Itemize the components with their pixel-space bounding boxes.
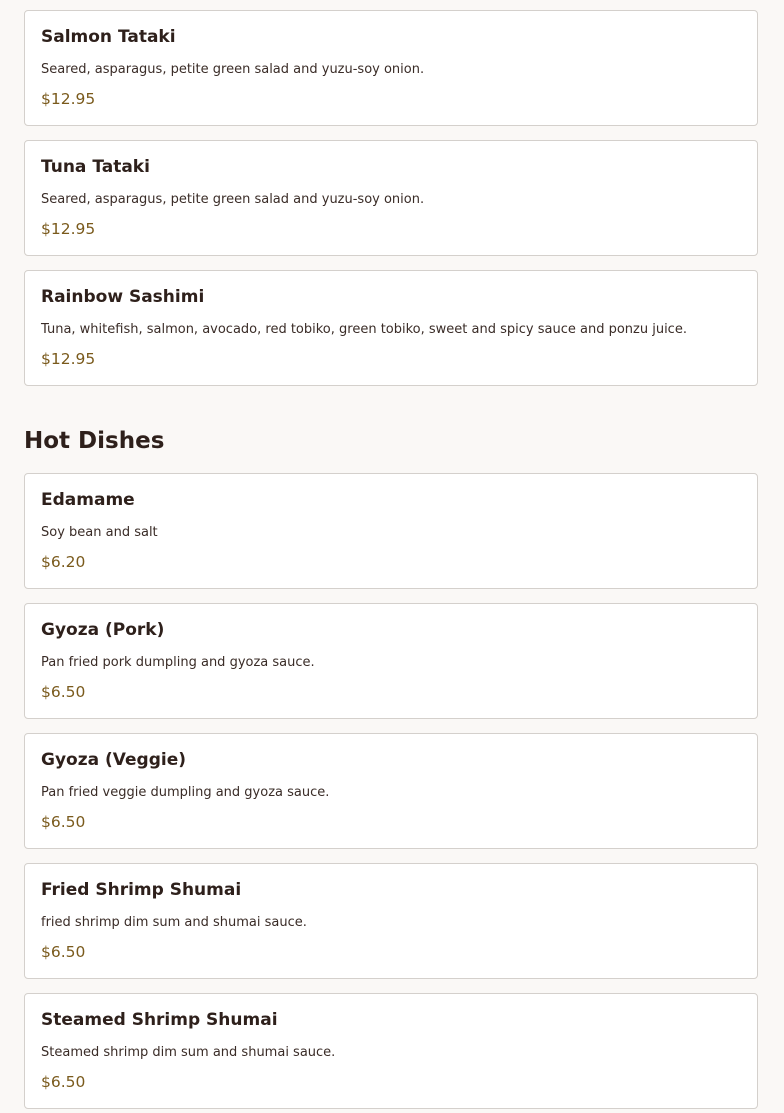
item-name: Rainbow Sashimi bbox=[41, 287, 205, 307]
menu-item-card[interactable] bbox=[24, 993, 758, 1109]
menu-item-card[interactable] bbox=[24, 473, 758, 589]
section-title-hot-dishes: Hot Dishes bbox=[24, 428, 165, 454]
item-name: Gyoza (Pork) bbox=[41, 620, 165, 640]
item-price: $12.95 bbox=[41, 90, 96, 108]
item-price: $6.20 bbox=[41, 553, 86, 571]
item-price: $6.50 bbox=[41, 1073, 86, 1091]
item-price: $6.50 bbox=[41, 943, 86, 961]
item-name: Fried Shrimp Shumai bbox=[41, 880, 242, 900]
item-description: fried shrimp dim sum and shumai sauce. bbox=[41, 915, 307, 930]
menu-item-card[interactable] bbox=[24, 733, 758, 849]
item-description: Seared, asparagus, petite green salad and yuzu-soy onion. bbox=[41, 192, 425, 207]
item-description: Pan fried veggie dumpling and gyoza sauce. bbox=[41, 785, 330, 800]
item-description: Seared, asparagus, petite green salad and yuzu-soy onion. bbox=[41, 62, 425, 77]
menu-item-card[interactable] bbox=[24, 863, 758, 979]
item-name: Salmon Tataki bbox=[41, 27, 176, 47]
item-name: Edamame bbox=[41, 490, 135, 510]
item-description: Soy bean and salt bbox=[41, 525, 158, 540]
item-price: $6.50 bbox=[41, 683, 86, 701]
menu-item-card[interactable] bbox=[24, 270, 758, 386]
item-name: Tuna Tataki bbox=[41, 157, 150, 177]
menu-item-card[interactable] bbox=[24, 603, 758, 719]
item-name: Gyoza (Veggie) bbox=[41, 750, 186, 770]
item-price: $12.95 bbox=[41, 350, 96, 368]
menu-item-card[interactable] bbox=[24, 140, 758, 256]
item-price: $6.50 bbox=[41, 813, 86, 831]
item-description: Pan fried pork dumpling and gyoza sauce. bbox=[41, 655, 315, 670]
menu-item-card[interactable] bbox=[24, 10, 758, 126]
item-price: $12.95 bbox=[41, 220, 96, 238]
item-description: Steamed shrimp dim sum and shumai sauce. bbox=[41, 1045, 336, 1060]
item-name: Steamed Shrimp Shumai bbox=[41, 1010, 278, 1030]
item-description: Tuna, whitefish, salmon, avocado, red tobiko, green tobiko, sweet and spicy sauce and ponzu juice. bbox=[41, 322, 687, 337]
